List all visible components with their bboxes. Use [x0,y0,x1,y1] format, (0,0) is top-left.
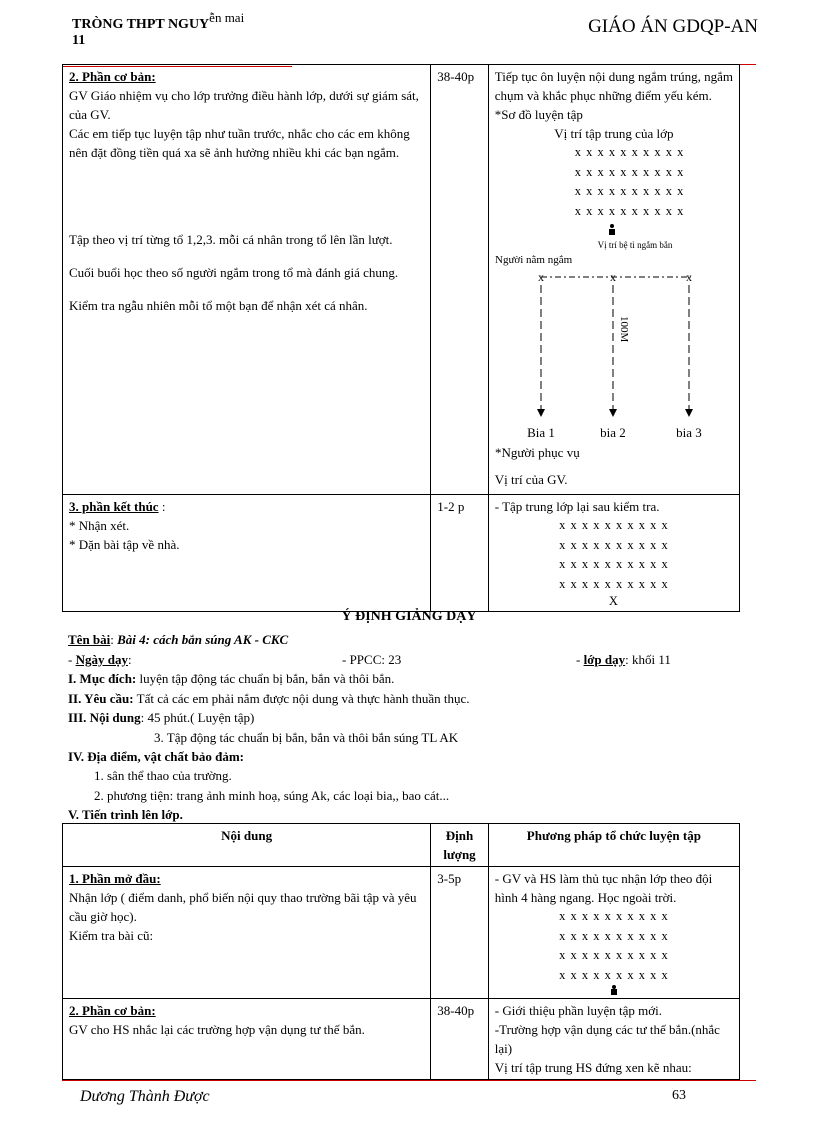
target-label: bia 3 [675,425,702,440]
method-line: *Sơ đồ luyện tập [494,107,583,122]
lesson-table-1 [62,64,740,612]
content [68,708,254,728]
process-label-text: V. Tiến trình lên lớp. [68,807,183,822]
table-row [63,867,740,999]
header-school [72,10,245,49]
header-subject: GIÁO ÁN GDQP-AN [588,16,758,37]
formation-row: x x x x x x x x x x [559,909,669,923]
method-line: Tiếp tục ôn luyện nội dung ngắm trúng, ngắm chụm và khắc phục những điểm yếu kém. [494,69,733,103]
shooter-mark: x [685,270,692,284]
content-line: * Nhận xét. [69,518,130,533]
lesson-table-2 [62,823,740,1080]
section-title: 2. Phần cơ bản: [69,69,156,84]
column-header: Phương pháp tổ chức luyện tập [488,824,739,867]
method-line: -Trường hợp vận dụng các tư thế bắn.(nhắc lại) [494,1022,720,1056]
shooter-label: Người nằm ngắm [494,254,572,266]
teacher-mark: X [608,594,619,608]
method-cell [488,867,739,999]
method-line: - Tập trung lớp lại sau kiểm tra. [494,499,660,514]
method-cell [488,495,739,612]
lesson-name: Tên bài: Bài 4: cách bắn súng AK - CKC [68,632,289,647]
content-line: Nhận lớp ( điểm danh, phổ biến nội quy thao trường bãi tập và yêu cầu giờ học). [69,890,417,924]
school-name-suffix: ễn mai [209,10,245,25]
section-title: 2. Phần cơ bản: [69,1003,156,1018]
content-line: Cuối buổi học theo số người ngắm trong tổ mà đánh giá chung. [69,265,399,280]
place-item: 1. sân thể thao của trường. [94,768,232,783]
content-item: 3. Tập động tác chuẩn bị bắn, bắn và thôi bắn súng TL AK [154,730,459,745]
content-text: : 45 phút.( Luyện tập) [140,710,255,725]
section-title: 1. Phần mở đầu: [69,871,161,886]
formation-row: x x x x x x x x x x [559,576,669,591]
footer-author: Dương Thành Được [80,1088,210,1105]
formation-row: x x x x x x x x x x [559,518,669,532]
date-label: Ngày dạy [75,652,128,667]
purpose [68,669,394,689]
content-line: * Dặn bài tập về nhà. [69,537,180,552]
time-cell: 38-40p [431,999,489,1080]
target-label: Bia 1 [526,425,555,440]
purpose-text: luyện tập động tác chuẩn bị bắn, bắn và thôi bắn. [136,671,395,686]
content-line: GV cho HS nhắc lại các trường hợp vận dụng tư thế bắn. [69,1022,365,1037]
formation-row: x x x x x x x x x x [559,948,669,962]
table-row [63,65,740,495]
method-line: Vị trí tập trung HS đứng xen kẽ nhau: [494,1060,692,1075]
content-cell [63,495,431,612]
formation-row: x x x x x x x x x x [574,184,685,198]
method-cell [488,65,739,495]
column-header: Nội dung [63,824,431,867]
column-header: Định lượng [431,824,489,867]
ppcc: - PPCC: 23 [342,652,402,667]
formation-row: x x x x x x x x x x [559,967,669,982]
helper-label: *Người phục vụ [494,445,580,460]
school-name: TRÒNG THPT NGUY [72,17,210,32]
formation-row: x x x x x x x x x x [574,164,685,179]
target-label: bia 2 [599,425,626,440]
formation-title: Vị trí tập trung của lớp [554,126,674,141]
formation-row: x x x x x x x x x x [559,537,669,552]
grade: 11 [72,33,86,48]
bed-label: Vị trí bệ tì ngắm bắn [597,240,673,250]
teacher-icon [495,985,733,996]
require-label: II. Yêu cầu: [68,691,134,706]
class-value: : khối 11 [625,652,671,667]
formation-row: x x x x x x x x x x [574,145,685,159]
method-line: - GV và HS làm thủ tục nhận lớp theo đội hình 4 hàng ngang. Học ngoài trời. [494,871,713,905]
content-line: Kiểm tra bài cũ: [69,928,154,943]
content-label: III. Nội dung [68,710,141,725]
content-cell [63,65,431,495]
shooting-diagram [495,221,731,471]
time-cell: 3-5p [431,867,489,999]
title-colon: : [158,499,166,514]
arrow-icon [685,409,693,417]
shooter-mark: x [537,270,544,284]
require-text: Tất cả các em phải nắm được nội dung và thực hành thuần thục. [133,691,470,706]
section-title: 3. phần kết thúc [69,499,159,514]
table-row [63,495,740,612]
teacher-position: Vị trí của GV. [494,472,568,487]
method-cell [488,999,739,1080]
time-cell: 38-40p [431,65,489,495]
plan-title: Ý ĐỊNH GIẢNG DẠY [341,609,477,624]
table-row [63,999,740,1080]
shooter-mark: x [609,270,616,284]
process-label [68,805,183,825]
content-cell [63,999,431,1080]
place-label-text: IV. Địa điểm, vật chất bảo đảm: [68,749,244,764]
place-item: 2. phương tiện: trang ảnh minh hoạ, súng Ak, các loại bia,, bao cát... [94,788,450,803]
table-header-row [63,824,740,867]
formation-row: x x x x x x x x x x [559,928,669,943]
distance-label: 100M [617,316,630,343]
formation-row: x x x x x x x x x x [559,557,669,571]
content-line: Kiểm tra ngẫu nhiên mỗi tổ một bạn để nhận xét cá nhân. [69,298,368,313]
method-line: - Giới thiệu phần luyện tập mới. [494,1003,662,1018]
formation-row: x x x x x x x x x x [574,203,685,218]
content-line: Các em tiếp tục luyện tập như tuần trước, nhắc cho các em không nên đặt đồng tiền quá xa sẽ ảnh hưởng nhiều khi các bạn ngắm. [69,126,410,160]
page-number: 63 [672,1088,686,1103]
date-line: - Ngày dạy: - PPCC: 23 - lớp dạy: khối 11 [68,650,692,670]
time-cell: 1-2 p [431,495,489,612]
content-line: Tập theo vị trí từng tổ 1,2,3. mỗi cá nhân trong tổ lên lần lượt. [69,232,393,247]
teacher-icon [609,224,615,235]
requirement [68,689,469,709]
class-label: lớp dạy [583,652,626,667]
footer-divider [62,1080,756,1081]
content-line: GV Giáo nhiệm vụ cho lớp trưởng điều hành lớp, dưới sự giám sát, của GV. [69,88,419,122]
purpose-label: I. Mục đích: [68,671,137,686]
lesson-label: Tên bài [68,632,111,647]
arrow-icon [609,409,617,417]
place-label [68,747,244,767]
content-cell [63,867,431,999]
arrow-icon [537,409,545,417]
lesson-title: Bài 4: cách bắn súng AK - CKC [117,632,289,647]
